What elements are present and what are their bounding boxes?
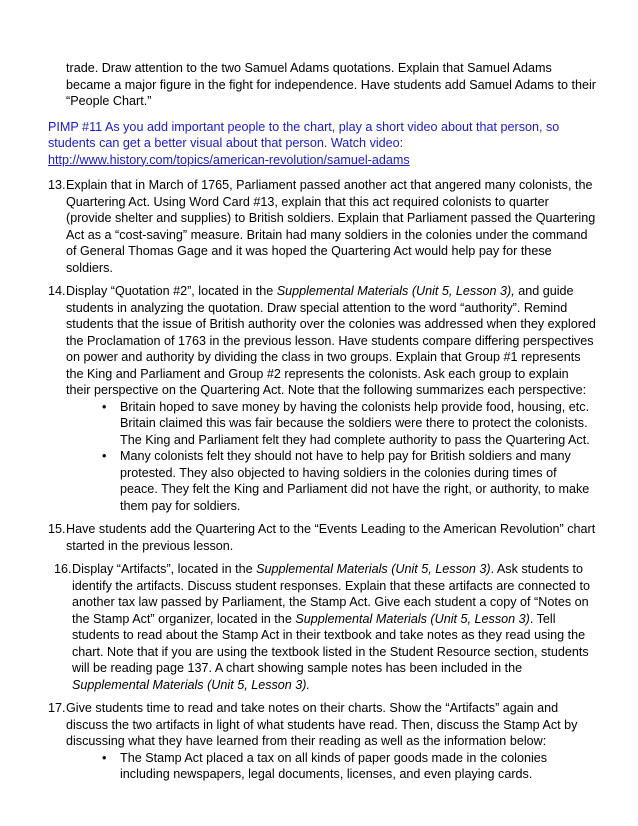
item-number: 13. [48, 178, 66, 192]
pimp-note [48, 119, 596, 169]
item-text: Give students time to read and take notes on their charts. Show the “Artifacts” again and discuss the two artifacts in light of what students have read. Then, discuss the Stamp Act by discussing what they have learned from their reading as well as the information below: [66, 701, 578, 748]
item-number: 15. [48, 522, 66, 536]
item-text: Display “Artifacts”, located in the [72, 562, 257, 576]
continued-paragraph: trade. Draw attention to the two Samuel Adams quotations. Explain that Samuel Adams became a major figure in the fight for independence. Have students add Samuel Adams to their “People Chart.” [66, 61, 596, 108]
item-emphasis: Supplemental Materials (Unit 5, Lesson 3), [276, 284, 515, 298]
bullet-text: Britain hoped to save money by having the colonists help provide food, housing, etc. Britain claimed this was fair because the soldiers were there to protect the colonists. The King and Parliament felt they had complete authority to pass the Quartering Act. [120, 399, 590, 447]
perspective-bullets [48, 399, 596, 515]
stamp-act-bullets [48, 750, 596, 783]
list-item-17 [48, 700, 596, 750]
document-page [48, 60, 596, 783]
bullet-icon: • [102, 399, 107, 414]
bullet-text: Many colonists felt they should not have to help pay for British soldiers and many protested. They also objected to having soldiers in the colonies during times of peace. They felt the King and Parliament did not have the right, or authority, to make them pay for soldiers. [120, 449, 590, 513]
item-text: . Ask students to identify the artifacts. Discuss student responses. Explain that these artifacts are connected to another tax law passed by Parliament, the Stamp Act. Give each student a copy of “Notes on the Stamp Act” organizer, located in the [72, 562, 591, 626]
bullet-item [102, 750, 596, 783]
bullet-icon: • [102, 750, 107, 765]
list-item-13 [48, 177, 596, 276]
list-item-16 [48, 561, 596, 693]
item-text: and guide students in analyzing the quotation. Draw special attention to the word “authority”. Remind students that the issue of British authority over the colonies was addressed when they explored the Proclamation of 1763 in the previous lesson. Have students compare differing perspectives on power and authority by dividing the class in two groups. Explain that Group #1 represents the King and Parliament and Group #2 represents the colonists. Ask each group to explain their perspective on the Quartering Act. Note that the following summarizes each perspective: [66, 284, 596, 397]
item-number: 17. [48, 701, 66, 715]
list-item-14 [48, 283, 596, 399]
item-text: Display “Quotation #2”, located in the [66, 284, 277, 298]
list-item-15 [48, 521, 596, 554]
item-text: Have students add the Quartering Act to the “Events Leading to the American Revolution” chart started in the previous lesson. [66, 522, 596, 553]
item-number: 16. [54, 562, 72, 576]
pimp-text: PIMP #11 As you add important people to the chart, play a short video about that person, so students can get a better visual about that person. Watch video: [48, 119, 560, 150]
bullet-item [102, 399, 596, 449]
bullet-text: The Stamp Act placed a tax on all kinds of paper goods made in the colonies including newspapers, legal documents, licenses, and even playing cards. [120, 750, 548, 781]
bullet-item [102, 448, 596, 514]
item-emphasis: Supplemental Materials (Unit 5, Lesson 3) [295, 611, 530, 626]
item-emphasis: Supplemental Materials (Unit 5, Lesson 3). [72, 677, 310, 692]
item-emphasis: Supplemental Materials (Unit 5, Lesson 3) [256, 562, 491, 576]
video-link[interactable]: http://www.history.com/topics/american-revolution/samuel-adams [48, 152, 410, 167]
item-text: Explain that in March of 1765, Parliament passed another act that angered many colonists, the Quartering Act. Using Word Card #13, explain that this act required colonists to quarter (provide shelter and supplies) to British soldiers. Explain that Parliament passed the Quartering Act as a “cost-saving” measure. Britain had many soldiers in the colonies under the command of General Thomas Gage and it was hoped the Quartering Act would help pay for these soldiers. [66, 178, 596, 275]
bullet-icon: • [102, 449, 107, 463]
item-number: 14. [48, 284, 66, 298]
item-text: . Tell students to read about the Stamp Act in their textbook and take notes as they read using the chart. Note that if you are using the textbook listed in the Student Resource section, students will be reading page 137. A chart showing sample notes has been included in the [72, 611, 589, 675]
